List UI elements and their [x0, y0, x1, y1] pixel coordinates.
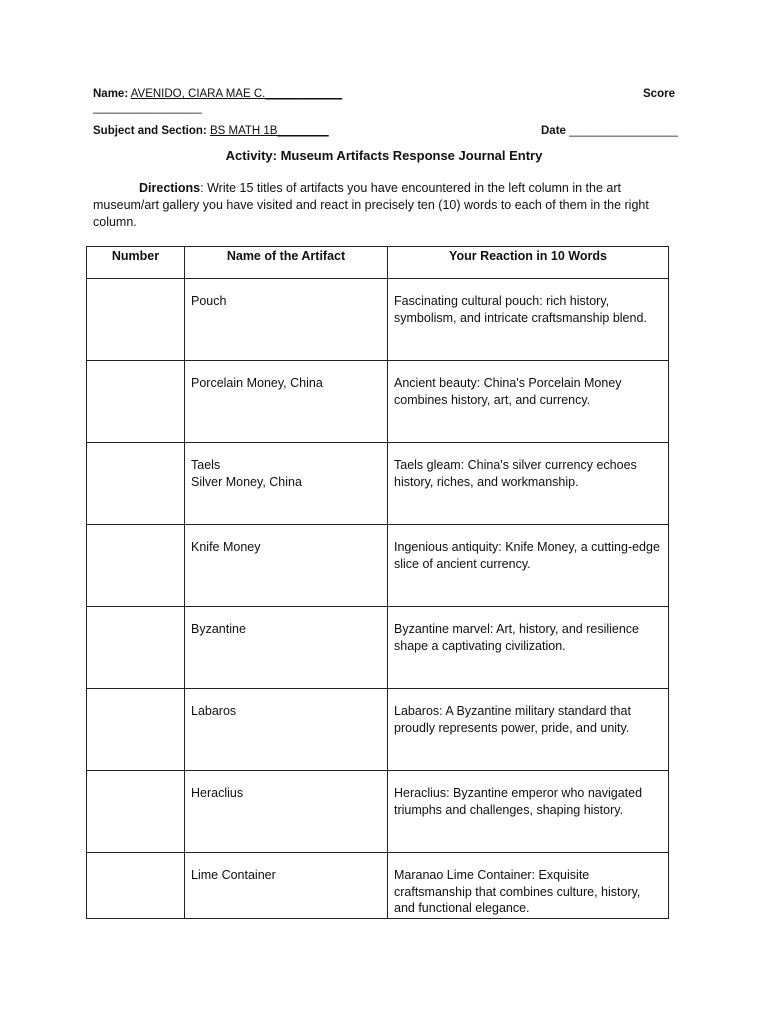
reaction-cell: Taels gleam: China's silver currency echoes history, riches, and workmanship. — [388, 443, 669, 525]
table-row — [87, 443, 669, 525]
subject-line — [93, 125, 329, 137]
artifact-name-cell: Byzantine — [185, 607, 388, 689]
header-number: Number — [87, 247, 185, 279]
reaction-cell: Ingenious antiquity: Knife Money, a cutting-edge slice of ancient currency. — [388, 525, 669, 607]
reaction-cell: Fascinating cultural pouch: rich history, symbolism, and intricate craftsmanship blend. — [388, 279, 669, 361]
reaction-cell: Labaros: A Byzantine military standard that proudly represents power, pride, and unity. — [388, 689, 669, 771]
row-number-cell[interactable] — [87, 525, 185, 607]
artifacts-table — [86, 246, 669, 919]
artifact-name-cell: Taels Silver Money, China — [185, 443, 388, 525]
reaction-cell: Heraclius: Byzantine emperor who navigated triumphs and challenges, shaping history. — [388, 771, 669, 853]
directions-label: Directions — [139, 181, 201, 195]
row-number-cell[interactable] — [87, 443, 185, 525]
name-label: Name: — [93, 88, 129, 100]
name-line — [93, 88, 342, 100]
activity-title: Activity: Museum Artifacts Response Journal Entry — [225, 148, 543, 163]
row-number-cell[interactable] — [87, 689, 185, 771]
artifact-name-cell: Pouch — [185, 279, 388, 361]
header-reaction: Your Reaction in 10 Words — [388, 247, 669, 279]
row-number-cell[interactable] — [87, 279, 185, 361]
artifact-name-cell: Heraclius — [185, 771, 388, 853]
reaction-cell: Ancient beauty: China's Porcelain Money combines history, art, and currency. — [388, 361, 669, 443]
artifact-name-cell: Knife Money — [185, 525, 388, 607]
reaction-cell: Maranao Lime Container: Exquisite craftsmanship that combines culture, history, and functional elegance. — [388, 853, 669, 919]
artifact-name-cell: Porcelain Money, China — [185, 361, 388, 443]
table-row — [87, 771, 669, 853]
table-row — [87, 607, 669, 689]
directions-paragraph — [93, 180, 663, 231]
name-value: AVENIDO, CIARA MAE C. — [130, 88, 266, 100]
subject-label: Subject and Section: — [93, 125, 207, 137]
directions-text: : Write 15 titles of artifacts you have encountered in the left column in the art museum/art gallery you have visited and react in precisely ten (10) words to each of them in the right column. — [93, 181, 649, 229]
table-header-row — [87, 247, 669, 279]
table-row — [87, 853, 669, 919]
date-blank: _________________ — [569, 125, 678, 137]
score-label: Score — [643, 88, 675, 100]
date-label: Date — [541, 125, 566, 137]
score-blank: _________________ — [93, 102, 202, 114]
table-row — [87, 525, 669, 607]
subject-blank: ________ — [277, 125, 329, 137]
reaction-cell: Byzantine marvel: Art, history, and resilience shape a captivating civilization. — [388, 607, 669, 689]
artifact-name-cell: Labaros — [185, 689, 388, 771]
table-row — [87, 361, 669, 443]
header-artifact-name: Name of the Artifact — [185, 247, 388, 279]
name-blank: ____________ — [265, 88, 343, 100]
date-line — [541, 125, 678, 137]
row-number-cell[interactable] — [87, 771, 185, 853]
artifact-name-cell: Lime Container — [185, 853, 388, 919]
row-number-cell[interactable] — [87, 361, 185, 443]
subject-value: BS MATH 1B — [209, 125, 278, 137]
row-number-cell[interactable] — [87, 607, 185, 689]
table-row — [87, 689, 669, 771]
table-row — [87, 279, 669, 361]
row-number-cell[interactable] — [87, 853, 185, 919]
